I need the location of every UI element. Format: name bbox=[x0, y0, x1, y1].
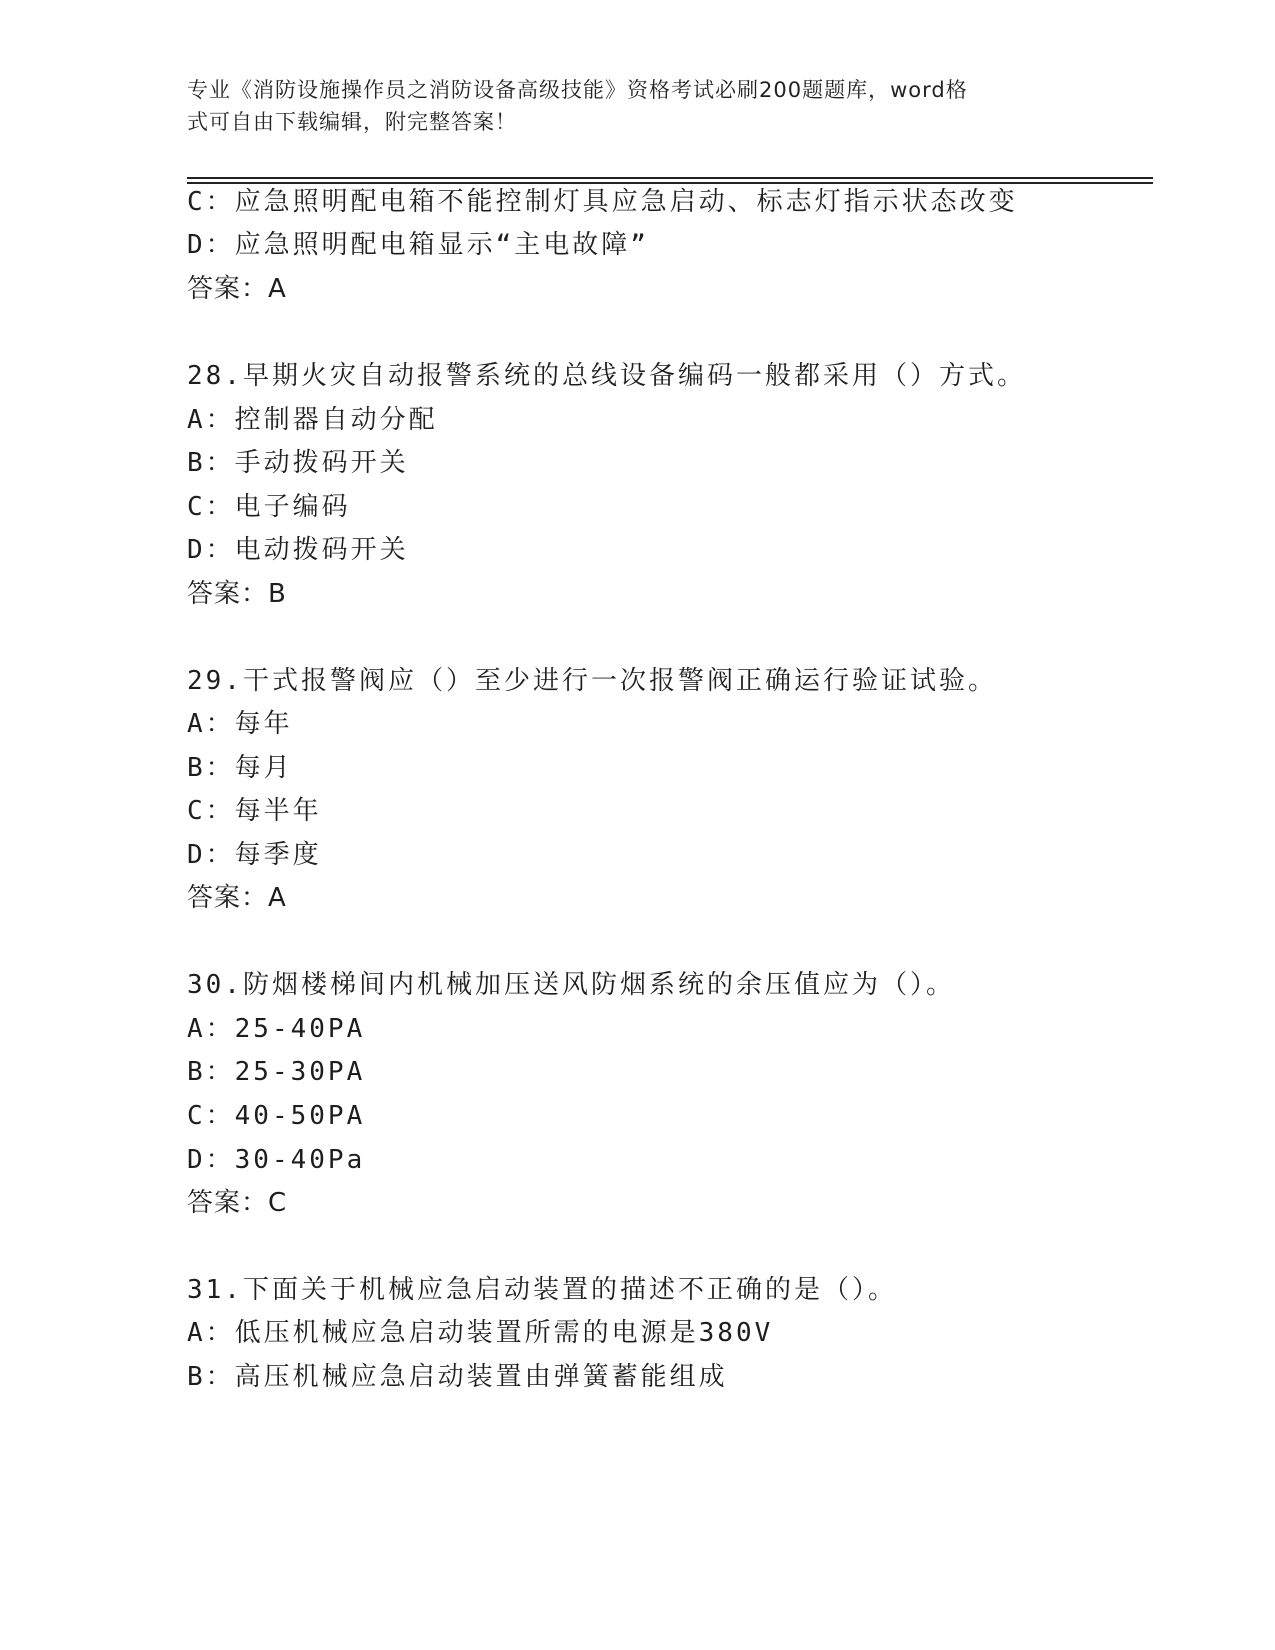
option-c: C：40-50PA bbox=[187, 1101, 366, 1131]
option-a: A：控制器自动分配 bbox=[187, 405, 438, 435]
document-header bbox=[187, 74, 1067, 138]
answer-line: 答案：B bbox=[187, 579, 287, 609]
option-a: A：25-40PA bbox=[187, 1014, 366, 1044]
question-stem-30: 30.防烟楼梯间内机械加压送风防烟系统的余压值应为（）。 bbox=[187, 970, 955, 1000]
option-a: A：低压机械应急启动装置所需的电源是380V bbox=[187, 1318, 774, 1348]
option-b: B：25-30PA bbox=[187, 1057, 366, 1087]
option-b: B：每月 bbox=[187, 753, 293, 783]
option-b: B：手动拨码开关 bbox=[187, 448, 409, 478]
question-stem-31: 31.下面关于机械应急启动装置的描述不正确的是（）。 bbox=[187, 1275, 897, 1305]
question-stem-29: 29.干式报警阀应（）至少进行一次报警阀正确运行验证试验。 bbox=[187, 666, 997, 696]
option-a: A：每年 bbox=[187, 709, 293, 739]
header-line-2: 式可自由下载编辑，附完整答案！ bbox=[187, 110, 517, 134]
option-d: D：电动拨码开关 bbox=[187, 535, 409, 565]
option-d: D：30-40Pa bbox=[187, 1145, 366, 1175]
answer-line: 答案：A bbox=[187, 883, 287, 913]
header-divider-top bbox=[187, 177, 1153, 179]
option-c: C：电子编码 bbox=[187, 492, 351, 522]
answer-line: 答案：C bbox=[187, 1188, 288, 1218]
option-c: C：应急照明配电箱不能控制灯具应急启动、标志灯指示状态改变 bbox=[187, 187, 1018, 217]
header-line-1: 专业《消防设施操作员之消防设备高级技能》资格考试必刷200题题库，word格 bbox=[187, 78, 968, 102]
option-d: D：每季度 bbox=[187, 840, 322, 870]
question-stem-28: 28.早期火灾自动报警系统的总线设备编码一般都采用（）方式。 bbox=[187, 361, 1026, 391]
option-b: B：高压机械应急启动装置由弹簧蓄能组成 bbox=[187, 1362, 728, 1392]
option-d: D：应急照明配电箱显示“主电故障” bbox=[187, 230, 649, 260]
option-c: C：每半年 bbox=[187, 796, 322, 826]
answer-line: 答案：A bbox=[187, 274, 287, 304]
